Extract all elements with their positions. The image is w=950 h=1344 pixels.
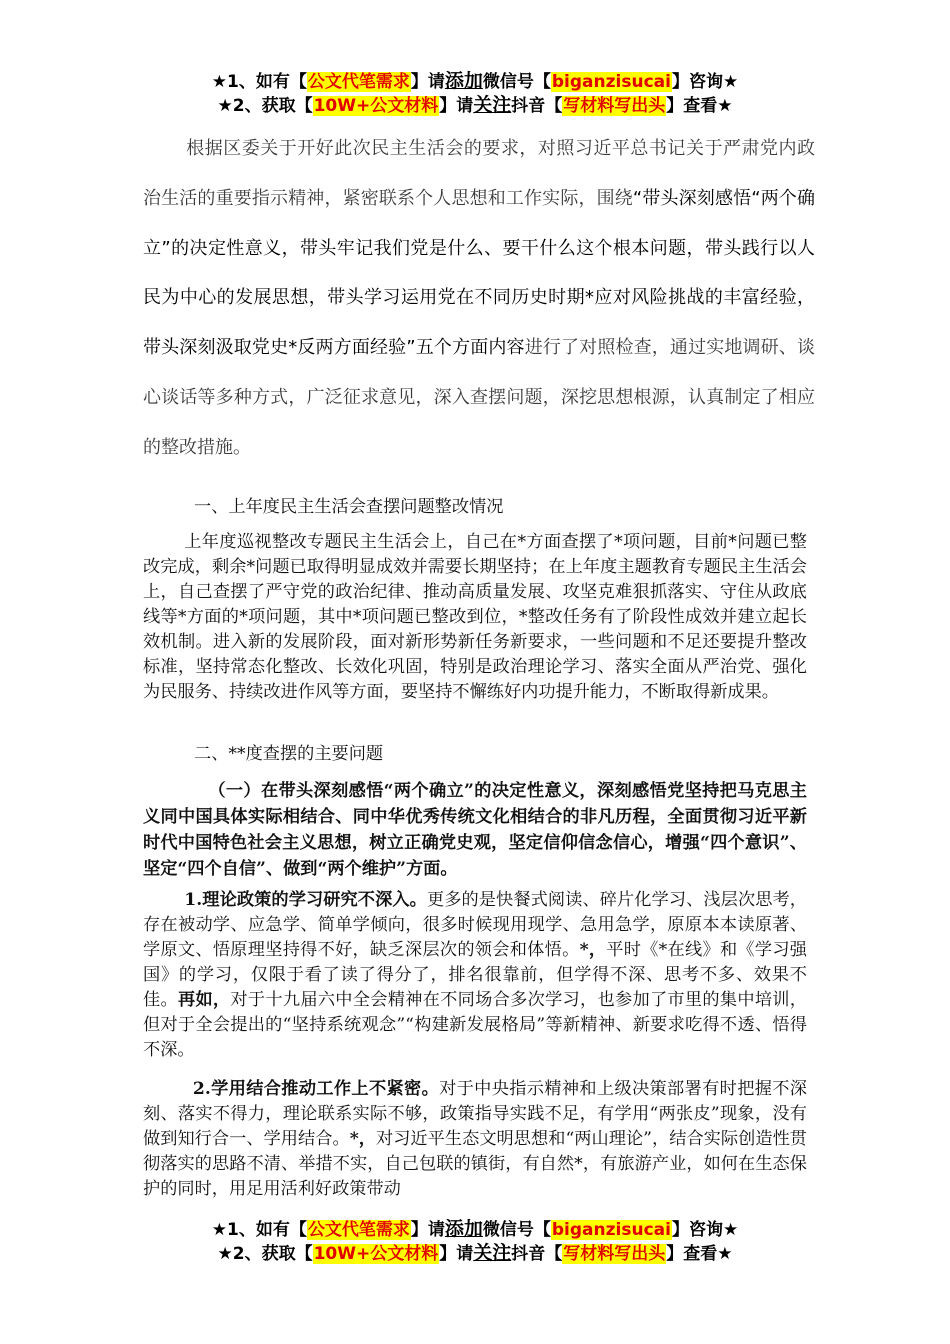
section1-paragraph: 上年度巡视整改专题民主生活会上，自己在*方面查摆了*项问题，目前*问题已整改完成，剩余*问题已取得明显成效并需要长期坚持；在上年度主题教育专题民主生活会上，自己查摆了严守党的政治纪律、推动高质量发展、攻坚克难狠抓落实、守住从政底线等*方面的*项问题，其中*项问题已整改到位，*整改任务有了阶段性成效并建立起长效机制。进入新的发展阶段，面对新形势新任务新要求，一些问题和不足还要提升整改标准，坚持常态化整改、长效化巩固，特别是政治理论学习、落实全面从严治党、强化为民服务、持续改进作风等方面，要坚持不懈练好内功提升能力，不断取得新成果。: [143, 532, 807, 702]
item2-paragraph: [143, 1077, 807, 1202]
section2-sub1: （一）在带头深刻感悟“两个确立”的决定性意义，深刻感悟党坚持把马克思主义同中国具体实际相结合、同中华优秀传统文化相结合的非凡历程，全面贯彻习近平新时代中国特色社会主义思想，树立正确党史观，坚定信仰信念信心，增强“四个意识”、坚定“四个自信”、做到“两个维护”方面。: [143, 781, 807, 879]
top-banner-line1: [0, 69, 950, 94]
banner-text: 抖音【: [511, 1244, 563, 1264]
bottom-banner-line2: [0, 1241, 950, 1266]
banner-douyin-id: 写材料写出头: [563, 1244, 666, 1264]
item2-title: 2.学用结合推动工作上不紧密。: [192, 1079, 440, 1099]
banner-text: ★1、如有【: [211, 72, 307, 92]
banner-text: ★2、获取【: [217, 96, 313, 116]
banner-text: ★1、如有【: [211, 1220, 307, 1240]
item2-text: 对习近平生态文明思想和“两山理论”，结合实际创造性贯彻落实的思路不清、举措不实，自己包联的镇街，有自然*，有旅游产业，如何在生态保护的同时，用足用活利好政策带动: [143, 1129, 807, 1199]
banner-underline: 添加: [444, 1218, 483, 1240]
banner-text: 】查看★: [666, 1244, 733, 1264]
banner-underline: 关注: [473, 94, 512, 116]
banner-text: 】请: [439, 96, 474, 116]
top-banner-line2: [0, 93, 950, 118]
banner-text: 】咨询★: [671, 1220, 739, 1240]
intro-text: 根据区委关于开好此次民主生活会的要求，对照习近平总书记关于严肃党内政治生活的重要指示精神，紧密联系个人思想和工作实际，围绕: [143, 138, 815, 209]
item1-marker: *，: [579, 940, 607, 960]
banner-highlight: 公文代笔需求: [307, 72, 410, 92]
banner-highlight: 10W+公文材料: [313, 96, 439, 116]
banner-underline: 添加: [444, 70, 483, 92]
item2-marker: *，: [349, 1129, 376, 1149]
banner-highlight: 公文代笔需求: [307, 1220, 410, 1240]
intro-text-emphasis: “带头深刻感悟“两个确立”的决定性意义，带头牢记我们党是什么、要干什么这个根本问题，带头践行以人民为中心的发展思想，带头学习运用党在不同历史时期*应对风险挑战的丰富经验，带头深刻汲取党史*反两方面经验”五个方面内容: [143, 187, 815, 359]
banner-text: 】请: [439, 1244, 474, 1264]
item1-title: 1.理论政策的学习研究不深入。: [184, 890, 427, 910]
item1-text: 更多的是快餐式阅读、碎片化学习、浅层次思考，存在被动学、应急学、简单学倾向，很多时候现用现学、急用急学，原原本本读原著、学原文、悟原理坚持得不好，缺乏深层次的领会和体悟。: [143, 890, 807, 960]
item1-text: 对于十九届六中全会精神在不同场合多次学习，也参加了市里的集中培训，但对于全会提出的“坚持系统观念”“构建新发展格局”等新精神、新要求吃得不透、悟得不深。: [143, 990, 807, 1060]
banner-highlight: 10W+公文材料: [313, 1244, 439, 1264]
intro-paragraph: [143, 124, 815, 473]
section2-heading: 二、**度查摆的主要问题: [194, 744, 384, 764]
banner-text: 】咨询★: [671, 72, 739, 92]
banner-text: 】请: [410, 72, 445, 92]
banner-text: 抖音【: [511, 96, 563, 116]
item2-text: 对于中央指示精神和上级决策部署有时把握不深刻、落实不得力，理论联系实际不够，政策指导实践不足，有学用“两张皮”现象，没有做到知行合一、学用结合。: [143, 1079, 807, 1149]
intro-text: 进行了对照检查，通过实地调研、谈心谈话等多种方式，广泛征求意见，深入查摆问题，深挖思想根源，认真制定了相应的整改措施。: [143, 337, 816, 458]
item1-paragraph: [143, 888, 807, 1063]
banner-text: 微信号【: [482, 72, 551, 92]
item1-text: 平时《*在线》和《学习强国》的学习，仅限于看了读了得分了，排名很靠前，但学得不深、思考不多、效果不佳。: [143, 940, 807, 1010]
banner-text: ★2、获取【: [217, 1244, 313, 1264]
banner-douyin-id: 写材料写出头: [563, 96, 666, 116]
section1-heading: 一、上年度民主生活会查摆问题整改情况: [194, 497, 504, 517]
item1-marker: 再如，: [177, 990, 231, 1010]
banner-underline: 关注: [473, 1242, 512, 1264]
bottom-banner-line1: [0, 1217, 950, 1242]
banner-text: 】请: [410, 1220, 445, 1240]
banner-text: 】查看★: [666, 96, 733, 116]
banner-wechat-id: biganzisucai: [551, 72, 671, 92]
banner-text: 微信号【: [482, 1220, 551, 1240]
banner-wechat-id: biganzisucai: [551, 1220, 671, 1240]
